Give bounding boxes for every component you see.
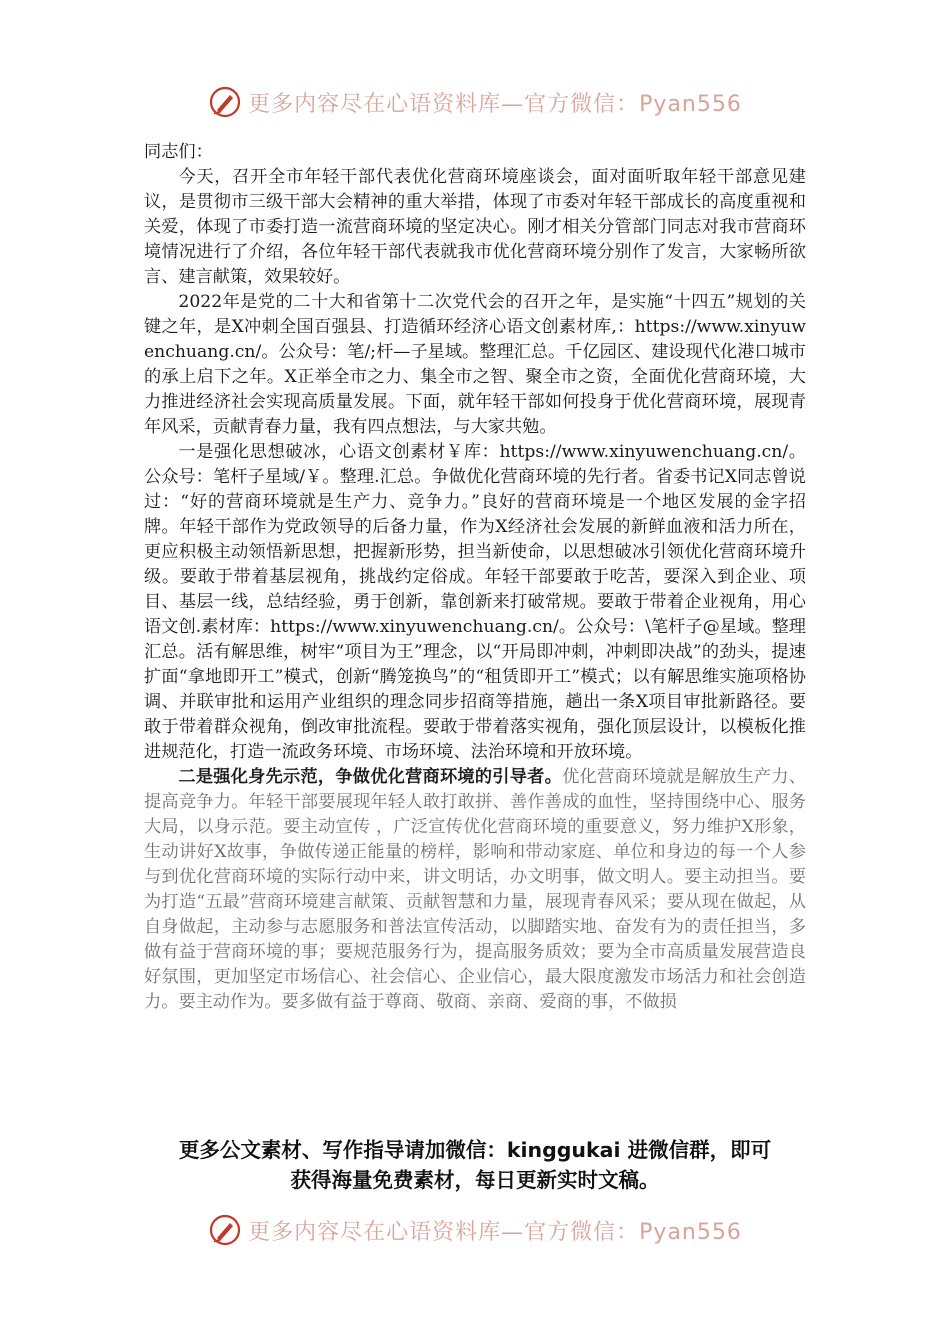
paragraph-intro: 今天，召开全市年轻干部代表优化营商环境座谈会，面对面听取年轻干部意见建议，是贯彻市三级干部大会精神的重大举措，体现了市委对年轻干部成长的高度重视和关爱，体现了市委打造一流营商环境的坚定决心。刚才相关分管部门同志对我市营商环境情况进行了介绍，各位年轻干部代表就我市优化营商环境分别作了发言，大家畅所欲言、建言献策，效果较好。: [144, 167, 806, 287]
header-banner: [0, 80, 950, 124]
banner-wechat-id: Pyan556: [639, 91, 742, 117]
document-body: [144, 140, 806, 1015]
section-2-lead: 二是强化身先示范，争做优化营商环境的引导者。: [178, 767, 563, 787]
promo-line-1: 更多公文素材、写作指导请加微信：kinggukai 进微信群，即可: [178, 1138, 772, 1162]
banner-wechat-id: Pyan556: [639, 1219, 742, 1245]
promo-notice: [120, 1135, 830, 1195]
pen-logo-icon: [208, 85, 242, 119]
banner-text: 更多内容尽在心语资料库—官方微信：Pyan556: [248, 1219, 742, 1245]
banner-text: 更多内容尽在心语资料库—官方微信：Pyan556: [248, 91, 742, 117]
section-2-body: 优化营商环境就是解放生产力、提高竞争力。年轻干部要展现年轻人敢打敢拼、善作善成的血性，坚持围绕中心、服务大局，以身示范。要主动宣传 ，广泛宣传优化营商环境的重要意义，努力维护X形象，生动讲好X故事，争做传递正能量的榜样，影响和带动家庭、单位和身边的每一个人参与到优化营商环境的实际行动中来，讲文明话，办文明事，做文明人。要主动担当。要为打造“五最”营商环境建言献策、贡献智慧和力量，展现青春风采；要从现在做起，从自身做起，主动参与志愿服务和普法宣传活动，以脚踏实地、奋发有为的责任担当，多做有益于营商环境的事；要规范服务行为，提高服务质效；要为全市高质量发展营造良好氛围，更加坚定市场信心、社会信心、企业信心，最大限度激发市场活力和社会创造力。要主动作为。要多做有益于尊商、敬商、亲商、爱商的事，不做损: [144, 767, 806, 1012]
footer-banner: [0, 1208, 950, 1252]
paragraph-section-1: 一是强化思想破冰，心语文创素材￥库：https://www.xinyuwenchuang.cn/。公众号：笔杆子星域/￥。整理.汇总。争做优化营商环境的先行者。省委书记X同志曾说过：“好的营商环境就是生产力、竞争力。”良好的营商环境是一个地区发展的金字招牌。年轻干部作为党政领导的后备力量，作为X经济社会发展的新鲜血液和活力所在，更应积极主动领悟新思想，把握新形势，担当新使命，以思想破冰引领优化营商环境升级。要敢于带着基层视角，挑战约定俗成。年轻干部要敢于吃苦，要深入到企业、项目、基层一线，总结经验，勇于创新，靠创新来打破常规。要敢于带着企业视角，用心语文创.素材库：https://www.xinyuwenchuang.cn/。公众号：\笔杆子@星域。整理汇总。活有解思维，树牢“项目为王”理念，以“开局即冲刺，冲刺即决战”的劲头，提速扩面“拿地即开工”模式，创新“腾笼换鸟”的“租赁即开工”模式；以有解思维实施项格协调、并联审批和运用产业组织的理念同步招商等措施，趟出一条X项目审批新路径。要敢于带着群众视角，倒改审批流程。要敢于带着落实视角，强化顶层设计，以模板化推进规范化，打造一流政务环境、市场环境、法治环境和开放环境。: [144, 442, 806, 762]
pen-logo-icon: [208, 1213, 242, 1247]
salutation: 同志们：: [144, 142, 213, 162]
paragraph-context: 2022年是党的二十大和省第十二次党代会的召开之年，是实施“十四五”规划的关键之年，是X冲刺全国百强县、打造循环经济心语文创素材库,：https://www.xinyuwenchuang.cn/。公众号：笔/;杆—子星域。整理汇总。千亿园区、建设现代化港口城市的承上启下之年。X正举全市之力、集全市之智、聚全市之资，全面优化营商环境，大力推进经济社会实现高质量发展。下面，就年轻干部如何投身于优化营商环境，展现青年风采，贡献青春力量，我有四点想法，与大家共勉。: [144, 292, 806, 437]
paragraph-section-2: [144, 765, 806, 1015]
promo-line-2: 获得海量免费素材，每日更新实时文稿。: [290, 1168, 660, 1192]
